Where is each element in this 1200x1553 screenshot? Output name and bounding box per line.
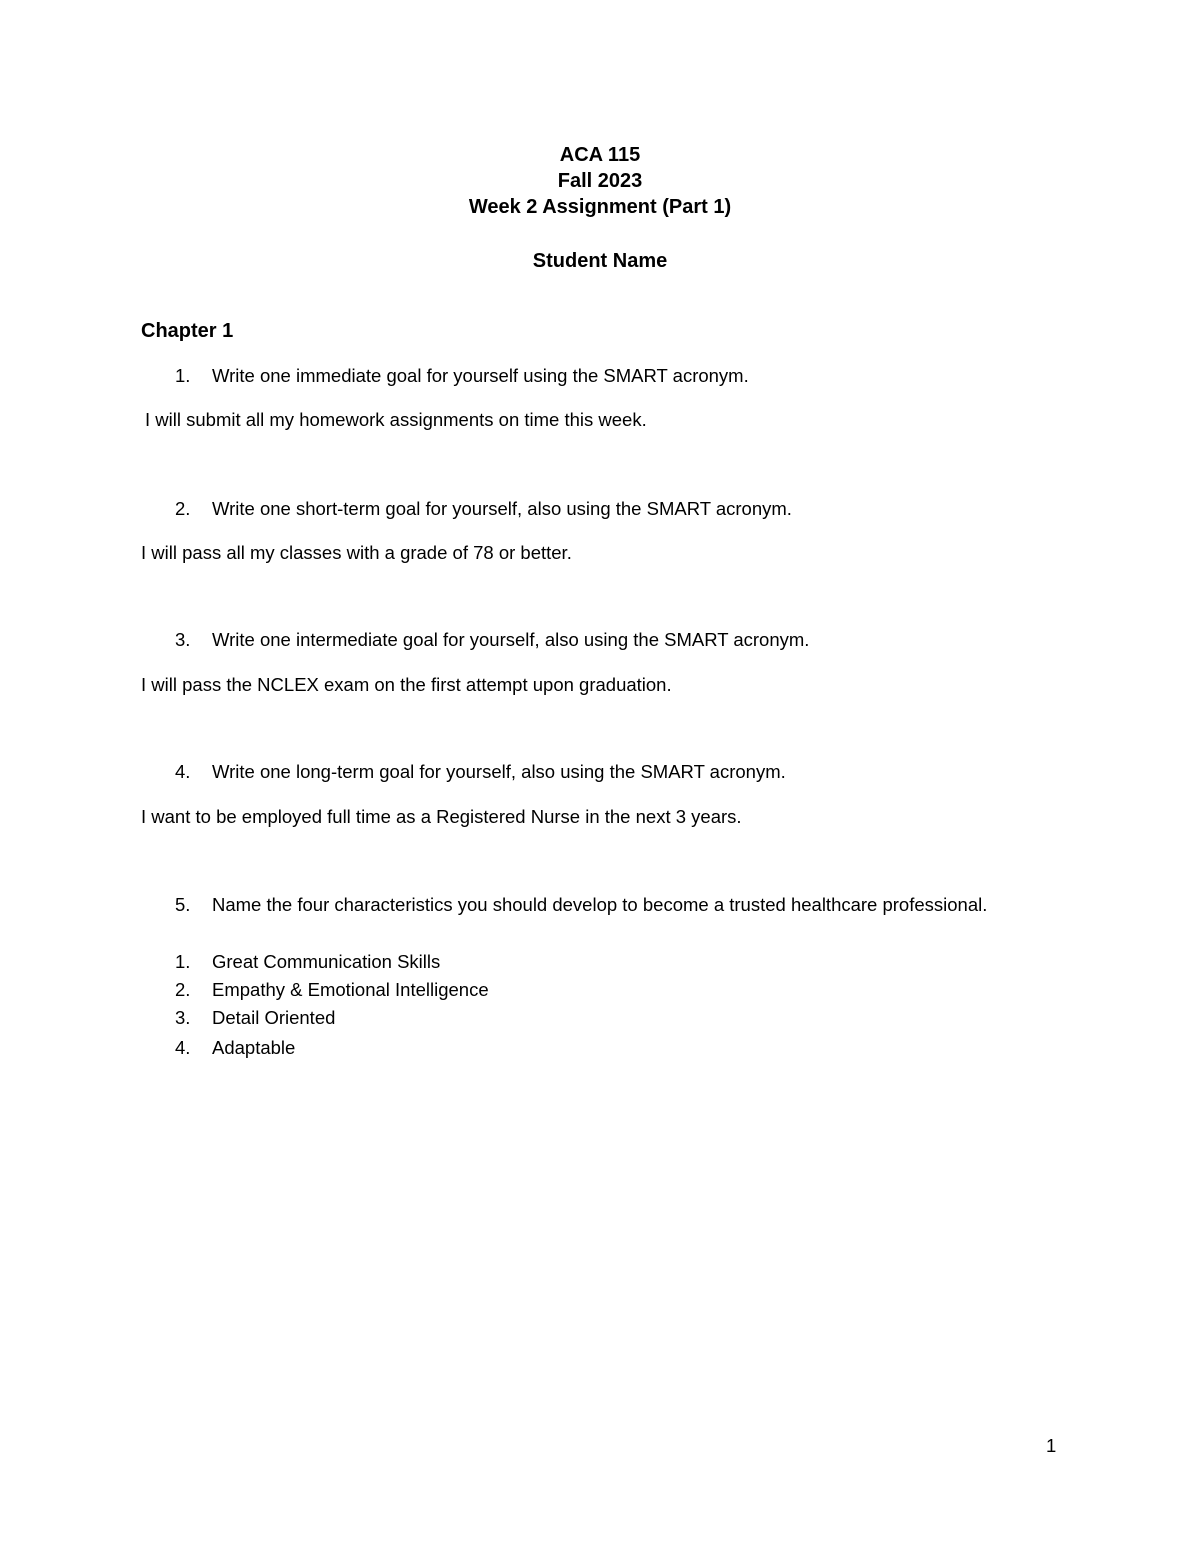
list-item: Great Communication Skills — [212, 951, 441, 972]
list-item-number: 2. — [175, 979, 191, 1000]
answer-text: I will pass all my classes with a grade of 78 or better. — [141, 542, 572, 563]
list-item-number: 4. — [175, 1037, 191, 1058]
question-text: Write one short-term goal for yourself, also using the SMART acronym. — [212, 498, 792, 519]
question-number: 4. — [175, 761, 191, 782]
student-name: Student Name — [532, 250, 668, 272]
answer-text: I want to be employed full time as a Registered Nurse in the next 3 years. — [141, 806, 742, 827]
question-text: Write one immediate goal for yourself using the SMART acronym. — [212, 365, 749, 386]
question-number: 2. — [175, 498, 191, 519]
question-text: Write one intermediate goal for yourself, also using the SMART acronym. — [212, 629, 810, 650]
course-code: ACA 115 — [559, 144, 641, 166]
page-number: 1 — [1046, 1435, 1057, 1456]
list-item-number: 3. — [175, 1007, 191, 1028]
list-item-number: 1. — [175, 951, 191, 972]
list-item: Adaptable — [212, 1037, 296, 1058]
chapter-heading: Chapter 1 — [141, 320, 234, 342]
question-number: 3. — [175, 629, 191, 650]
term: Fall 2023 — [557, 170, 643, 192]
question-text: Name the four characteristics you should develop to become a trusted healthcare professional. — [212, 894, 988, 915]
question-number: 5. — [175, 894, 191, 915]
answer-text: I will pass the NCLEX exam on the first attempt upon graduation. — [141, 674, 672, 695]
answer-text: I will submit all my homework assignments on time this week. — [145, 409, 647, 430]
list-item: Detail Oriented — [212, 1007, 336, 1028]
question-text: Write one long-term goal for yourself, also using the SMART acronym. — [212, 761, 786, 782]
assignment-title: Week 2 Assignment (Part 1) — [468, 196, 732, 218]
list-item: Empathy & Emotional Intelligence — [212, 979, 489, 1000]
question-number: 1. — [175, 365, 191, 386]
